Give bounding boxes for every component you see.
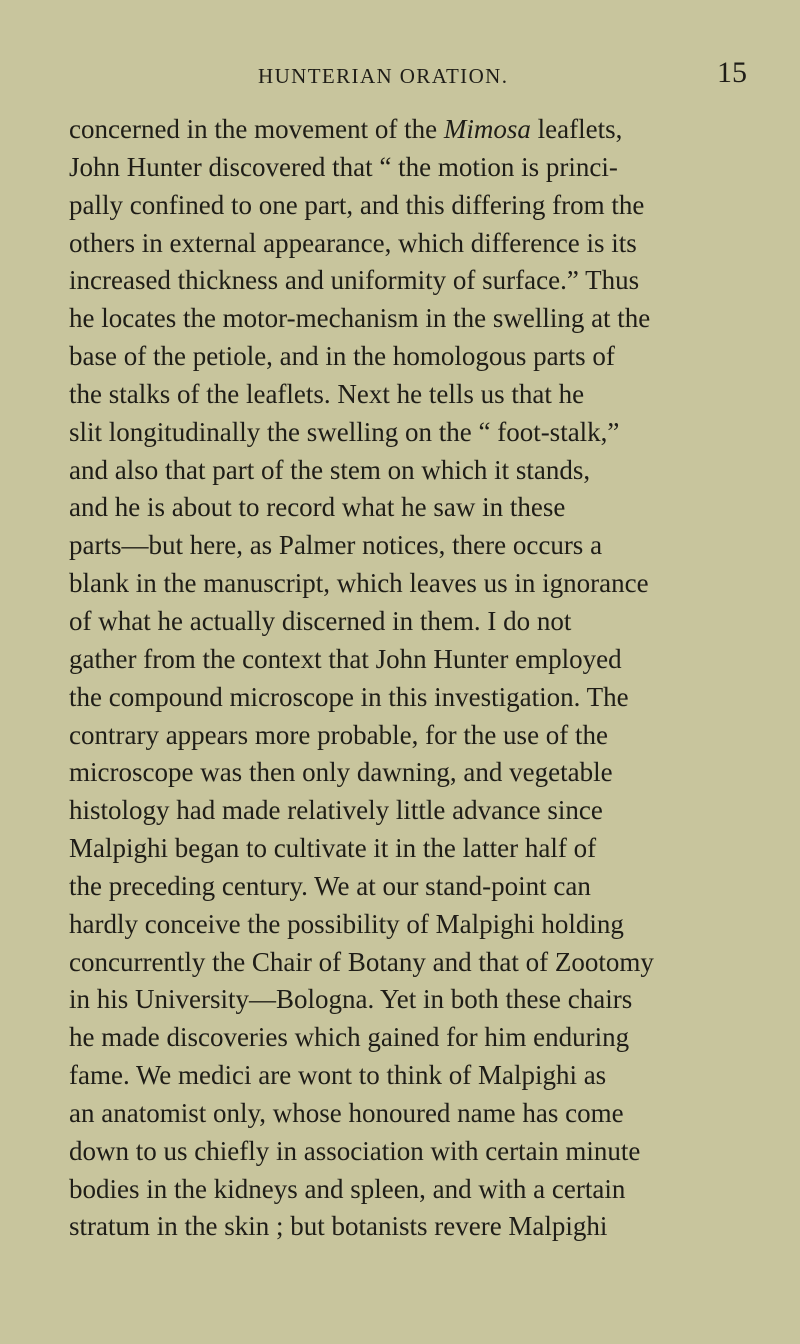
text-line-15: gather from the context that John Hunter employed	[69, 643, 622, 674]
text-line-14: of what he actually discerned in them. I do not	[69, 605, 572, 636]
text-line-5: increased thickness and uniformity of surface.” Thus	[69, 265, 640, 296]
text-line-23: concurrently the Chair of Botany and that of Zootomy	[69, 946, 654, 977]
text-line-11: and he is about to record what he saw in these	[69, 492, 566, 523]
text-line-7: base of the petiole, and in the homologous parts of	[69, 341, 615, 372]
text-line-28: down to us chiefly in association with certain minute	[69, 1135, 641, 1166]
text-line-20: Malpighi began to cultivate it in the latter half of	[69, 833, 597, 864]
page-number: 15	[717, 56, 747, 89]
text-line-16: the compound microscope in this investigation. The	[69, 681, 629, 712]
text-line-1-start: concerned in the movement of the	[69, 114, 444, 144]
text-line-1-end: leaflets,	[530, 114, 623, 144]
text-line-9: slit longitudinally the swelling on the “ foot-stalk,”	[69, 416, 620, 447]
text-line-30: stratum in the skin ; but botanists revere Malpighi	[69, 1211, 608, 1242]
text-line-19: histology had made relatively little advance since	[69, 795, 603, 826]
text-line-25: he made discoveries which gained for him enduring	[69, 1022, 630, 1053]
text-line-2: John Hunter discovered that “ the motion is princi-	[69, 151, 618, 182]
text-line-29: bodies in the kidneys and spleen, and with a certain	[69, 1173, 626, 1204]
text-line-10: and also that part of the stem on which it stands,	[69, 454, 591, 485]
text-line-12: parts—but here, as Palmer notices, there occurs a	[69, 530, 603, 561]
text-line-17: contrary appears more probable, for the use of the	[69, 719, 609, 750]
text-line-6: he locates the motor-mechanism in the swelling at the	[69, 303, 651, 334]
text-line-24: in his University—Bologna. Yet in both these chairs	[69, 984, 633, 1015]
text-line-18: microscope was then only dawning, and vegetable	[69, 757, 613, 788]
running-head	[0, 56, 800, 104]
text-line-4: others in external appearance, which difference is its	[69, 227, 637, 258]
text-line-21: the preceding century. We at our stand-point can	[69, 870, 591, 901]
text-line-22: hardly conceive the possibility of Malpighi holding	[69, 908, 624, 939]
body-text	[69, 111, 800, 1246]
mimosa-italic: Mimosa	[443, 114, 531, 144]
text-line-13: blank in the manuscript, which leaves us in ignorance	[69, 568, 649, 599]
text-line-27: an anatomist only, whose honoured name has come	[69, 1097, 624, 1128]
text-line-3: pally confined to one part, and this differing from the	[69, 189, 645, 220]
text-line-26: fame. We medici are wont to think of Malpighi as	[69, 1060, 607, 1091]
text-line-1	[69, 111, 800, 149]
running-title: HUNTERIAN ORATION.	[258, 64, 509, 88]
text-line-8: the stalks of the leaflets. Next he tells us that he	[69, 378, 585, 409]
